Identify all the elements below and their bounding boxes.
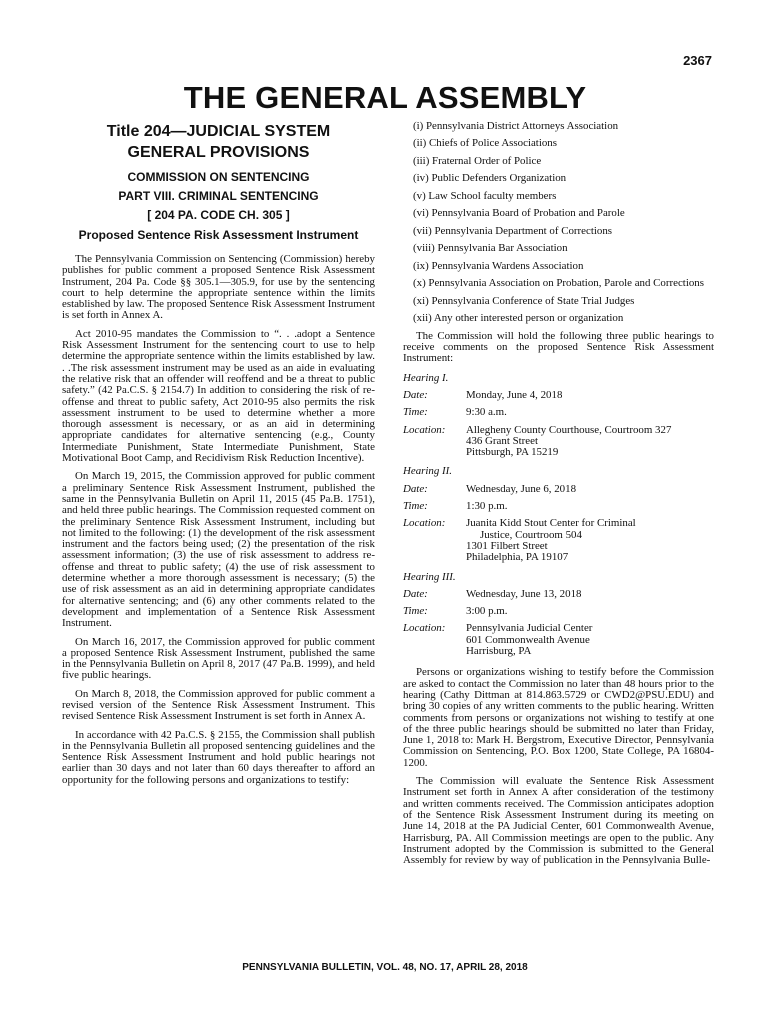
list-item: (vii) Pennsylvania Department of Corrections xyxy=(413,224,613,237)
list-item: (ix) Pennsylvania Wardens Association xyxy=(413,259,584,272)
paragraph: The Pennsylvania Commission on Sentencing (Commission) hereby publishes for public comment a proposed Sentence Risk Assessment Instrument, 204 Pa. Code §§ 305.1—305.9, for use by the sentencing court to help determine the appropriate sentence within the limits established by law. The proposed Sentence Risk Assessment Instrument is set forth in Annex A. xyxy=(62,253,375,322)
list-item: (v) Law School faculty members xyxy=(413,189,557,202)
hearing-location xyxy=(466,518,714,563)
date-label: Date: xyxy=(403,587,428,600)
hearing-date-row xyxy=(403,589,714,600)
location-label: Location: xyxy=(403,517,446,530)
right-column xyxy=(403,121,714,873)
list-item: (i) Pennsylvania District Attorneys Association xyxy=(413,120,619,132)
location-line: Allegheny County Courthouse, Courtroom 327 xyxy=(466,423,672,436)
document-heading: Proposed Sentence Risk Assessment Instrument xyxy=(78,228,359,242)
location-line: Justice, Courtroom 504 xyxy=(480,528,582,541)
date-label: Date: xyxy=(403,482,428,495)
hearing-time: 3:00 p.m. xyxy=(466,605,508,618)
hearing-title: Hearing II. xyxy=(403,465,452,478)
hearing-location-row xyxy=(403,518,714,563)
footer: PENNSYLVANIA BULLETIN, VOL. 48, NO. 17, APRIL 28, 2018 xyxy=(242,962,528,973)
hearing-location-row xyxy=(403,623,714,657)
hearing-time-row xyxy=(403,606,714,617)
left-column xyxy=(62,121,375,793)
time-label: Time: xyxy=(403,605,428,618)
hearings-intro: The Commission will hold the following three public hearings to receive comments on the proposed Sentence Risk Assessment Instrument: xyxy=(403,329,714,365)
paragraph: On March 16, 2017, the Commission approved for public comment a proposed Sentence Risk Assessment Instrument, published the same in the Pennsylvania Bulletin on April 8, 2017 (47 Pa.B. 1999), and held five public hearings. xyxy=(62,635,375,682)
hearing-time-row xyxy=(403,407,714,418)
date-label: Date: xyxy=(403,389,428,401)
hearing-location xyxy=(466,425,714,459)
hearing-time-row xyxy=(403,501,714,512)
hearing-location-row xyxy=(403,425,714,459)
hearing-time: 9:30 a.m. xyxy=(466,406,507,419)
list-item: (iv) Public Defenders Organization xyxy=(413,172,567,185)
commission-heading: COMMISSION ON SENTENCING xyxy=(127,170,310,184)
time-label: Time: xyxy=(403,406,428,419)
list-item: (ii) Chiefs of Police Associations xyxy=(413,137,557,150)
time-label: Time: xyxy=(403,500,428,513)
hearing-date: Wednesday, June 6, 2018 xyxy=(466,482,577,495)
hearing-time: 1:30 p.m. xyxy=(466,500,508,513)
location-line: 1301 Filbert Street xyxy=(466,539,548,552)
location-line: 601 Commonwealth Avenue xyxy=(466,633,590,646)
hearing-date: Wednesday, June 13, 2018 xyxy=(466,587,582,600)
location-label: Location: xyxy=(403,622,446,635)
title-sub: GENERAL PROVISIONS xyxy=(127,144,310,161)
paragraph: On March 8, 2018, the Commission approved for public comment a revised version of the Sentence Risk Assessment Instrument. This revised Sentence Risk Assessment Instrument is set forth in Annex A. xyxy=(62,687,375,723)
hearing-date: Monday, June 4, 2018 xyxy=(466,389,563,401)
paragraph: The Commission will evaluate the Sentence Risk Assessment Instrument set forth in Annex A after consideration of the testimony and written comments received. The Commission anticipates adoption of the Sentence Risk Assessment Instrument during its meeting on June 14, 2018 at the PA Judicial Center, 601 Commonwealth Avenue, Harrisburg, PA. All Commission meetings are open to the public. Any Instrument adopted by the Commission is submitted to the General Assembly for review by way of publication in the Pennsylvania Bulle- xyxy=(403,775,714,867)
location-line: Pittsburgh, PA 15219 xyxy=(466,446,559,459)
hearing-title: Hearing III. xyxy=(403,570,456,583)
hearing-title: Hearing I. xyxy=(403,371,449,384)
hearing-date-row xyxy=(403,484,714,495)
location-line: Philadelphia, PA 19107 xyxy=(466,551,569,564)
hearing-location xyxy=(466,623,714,657)
list-item: (vi) Pennsylvania Board of Probation and Parole xyxy=(413,207,625,220)
list-item: (iii) Fraternal Order of Police xyxy=(413,154,542,167)
paragraph: On March 19, 2015, the Commission approved for public comment a preliminary Sentence Risk Assessment Instrument, published the same in the Pennsylvania Bulletin on April 11, 2015 (45 Pa.B. 1751), and held three public hearings. The Commission requested comment on the preliminary Sentence Risk Assessment Instrument, including but not limited to the following: (1) the development of the risk assessment instrument and the factors being used; (2) the presentation of the risk assessment information; (3) the use of risk assessment to address re-offense and threat to public safety; (4) the use of risk assessment to determine whether a more thorough assessment is necessary; (5) the use of risk assessment as an aid in determining appropriate candidates for alternative sentencing; and (6) any other comments related to the development and implementation of a Sentence Risk Assessment Instrument. xyxy=(62,470,375,630)
location-label: Location: xyxy=(403,423,446,436)
hearing-date-row xyxy=(403,390,714,401)
list-item: (xi) Pennsylvania Conference of State Trial Judges xyxy=(413,294,635,307)
masthead: THE GENERAL ASSEMBLY xyxy=(183,80,587,115)
paragraph: Persons or organizations wishing to testify before the Commission are asked to contact the Commission no later than 48 hours prior to the hearing (Cathy Dittman at 814.863.5729 or CWD2@PSU.EDU) and bring 30 copies of any written comments to the public hearing. Written comments from persons or organizations not wishing to testify at one of the three public hearings should be submitted no later than Friday, June 1, 2018 to: Mark H. Bergstrom, Executive Director, Pennsylvania Commission on Sentencing, P.O. Box 1200, State College, PA 16804-1200. xyxy=(403,666,714,769)
location-line: Pennsylvania Judicial Center xyxy=(466,622,593,635)
paragraph: In accordance with 42 Pa.C.S. § 2155, the Commission shall publish in the Pennsylvania Bulletin all proposed sentencing guidelines and the Sentence Risk Assessment Instrument and hold public hearings not earlier than 30 days and not later than 60 days thereafter to afford an opportunity for the following persons and organizations to testify: xyxy=(62,728,375,786)
page-number: 2367 xyxy=(683,53,712,68)
title: Title 204—JUDICIAL SYSTEM xyxy=(106,123,331,140)
list-item: (x) Pennsylvania Association on Probation, Parole and Corrections xyxy=(413,277,704,290)
location-line: Harrisburg, PA xyxy=(466,645,532,658)
list-item: (viii) Pennsylvania Bar Association xyxy=(413,242,568,255)
code-heading: [ 204 PA. CODE CH. 305 ] xyxy=(147,208,290,222)
paragraph: Act 2010-95 mandates the Commission to “. . .adopt a Sentence Risk Assessment Instrument for the sentencing court to use to help determine the appropriate sentence within the limits established by law. . .The risk assessment instrument may be used as an aide in evaluating the relative risk that an offender will reoffend and be a threat to public safety.” (42 Pa.C.S. § 2154.7) In addition to considering the risk of re-offense and threat to public safety, Act 2010-95 also permits the risk assessment instrument to be used to determine whether a more thorough assessment is necessary, or as an aid in determining appropriate candidates for alternative sentencing (e.g., County Intermediate Punishment, State Intermediate Punishment, State Motivational Boot Camp, and Recidivism Risk Reduction Incentive). xyxy=(62,327,375,465)
location-line: 436 Grant Street xyxy=(466,434,538,447)
part-heading: PART VIII. CRIMINAL SENTENCING xyxy=(118,189,319,203)
location-line: Juanita Kidd Stout Center for Criminal xyxy=(466,517,636,530)
list-item: (xii) Any other interested person or organization xyxy=(413,312,624,325)
